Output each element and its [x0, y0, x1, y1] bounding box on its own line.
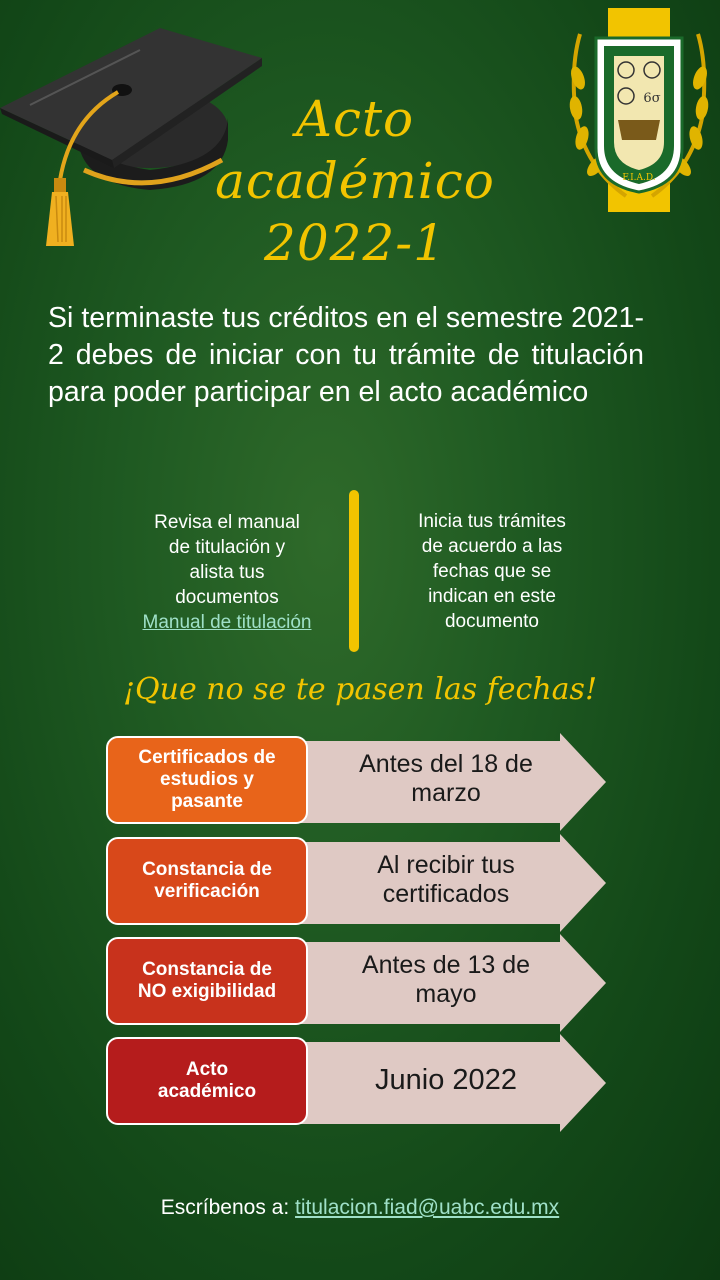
tip-right-line: fechas que se	[432, 561, 552, 582]
intro-text: Si terminaste tus créditos en el semestre 2021-2 debes de iniciar con tu trámite de titulación para poder participar en el acto académico	[48, 302, 644, 408]
tip-left-line: Revisa el manual	[154, 512, 300, 533]
tip-left-line: de titulación y	[168, 537, 286, 558]
email-link[interactable]: titulacion.fiad@uabc.edu.mx	[295, 1196, 560, 1219]
step-date: Antes del 18 de marzo	[359, 750, 533, 807]
manual-link[interactable]: Manual de titulación	[142, 612, 312, 633]
faculty-crest-logo	[566, 8, 712, 212]
step-label: Certificados de estudios y pasante	[106, 736, 308, 824]
tip-right-line: documento	[444, 611, 539, 632]
svg-text:F.I.A.D.: F.I.A.D.	[622, 173, 656, 183]
step-date: Antes de 13 de mayo	[361, 951, 531, 1008]
svg-text:6σ: 6σ	[643, 91, 661, 106]
step-row	[106, 934, 616, 1032]
tip-right-line: indican en este	[428, 586, 556, 607]
tip-right-line: de acuerdo a las	[421, 536, 563, 557]
step-date: Junio 2022	[375, 1063, 517, 1096]
title-line-2: académico	[215, 152, 495, 210]
title-line-3: 2022-1	[264, 214, 446, 272]
step-label: Constancia de NO exigibilidad	[106, 937, 308, 1025]
tip-left-line: alista tus	[189, 562, 265, 583]
divider	[349, 490, 359, 652]
step-row	[106, 1034, 616, 1132]
slogan: ¡Que no se te pasen las fechas!	[122, 672, 598, 707]
tip-dates	[396, 509, 588, 634]
tip-right-line: Inicia tus trámites	[418, 511, 566, 532]
footer-label: Escríbenos a:	[160, 1196, 290, 1219]
step-row	[106, 733, 616, 831]
step-row	[106, 834, 616, 932]
step-label: Acto académico	[106, 1037, 308, 1125]
tip-left-line: documentos	[175, 587, 279, 608]
step-date: Al recibir tus certificados	[377, 851, 515, 908]
title-line-1: Acto	[295, 90, 415, 148]
tip-manual	[132, 510, 322, 635]
step-label: Constancia de verificación	[106, 837, 308, 925]
footer-contact	[0, 1196, 720, 1220]
page-title	[150, 88, 560, 274]
